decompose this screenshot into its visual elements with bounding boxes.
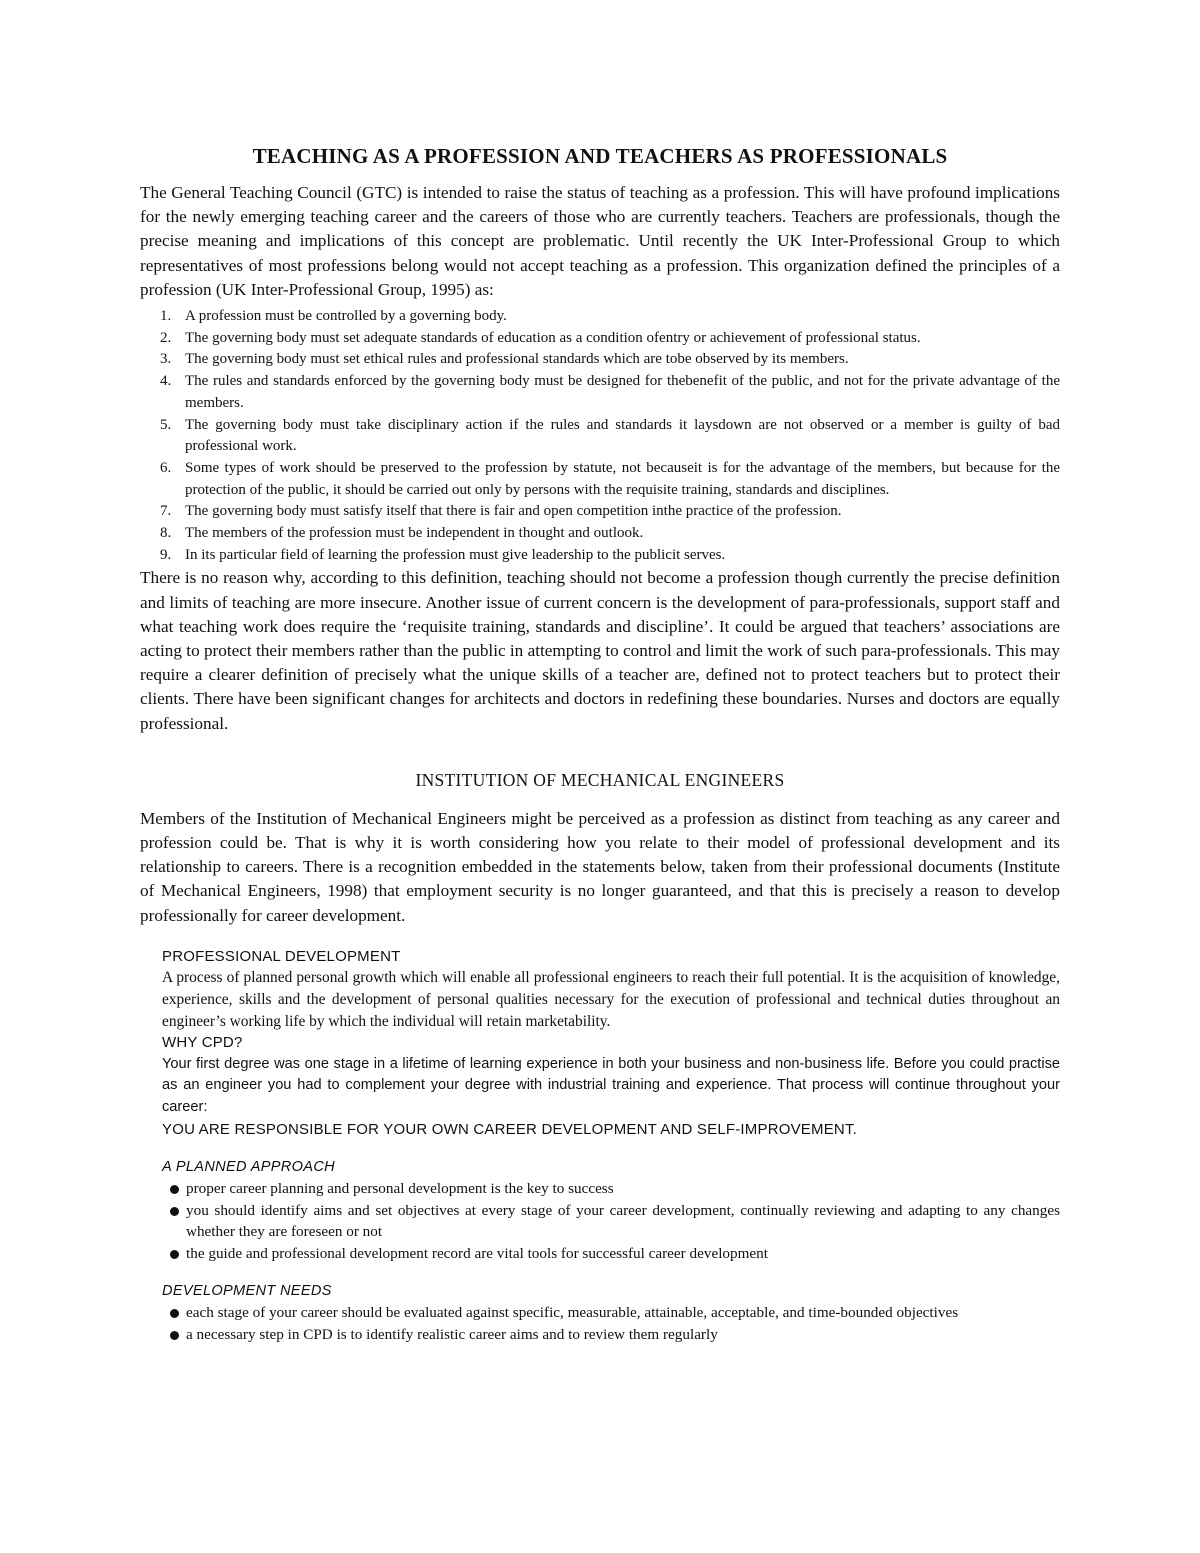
list-item-text: a necessary step in CPD is to identify realistic career aims and to review them regularly xyxy=(186,1325,718,1343)
bullet-icon xyxy=(170,1331,179,1340)
list-item xyxy=(140,501,1060,523)
list-item xyxy=(140,349,1060,371)
planned-approach-list xyxy=(162,1178,1060,1264)
section-heading: INSTITUTION OF MECHANICAL ENGINEERS xyxy=(415,769,785,790)
list-number: 2. xyxy=(160,329,172,346)
list-item-text: A profession must be controlled by a governing body. xyxy=(185,308,507,325)
list-item-text: The governing body must satisfy itself that there is fair and open competition inthe practice of the profession. xyxy=(185,503,842,520)
development-needs-heading: DEVELOPMENT NEEDS xyxy=(162,1282,332,1299)
list-item xyxy=(140,545,1060,567)
bullet-icon xyxy=(170,1207,179,1216)
list-item-text: each stage of your career should be evaluated against specific, measurable, attainable, acceptable, and time-bounded objectives xyxy=(186,1304,959,1322)
why-cpd-text: Your first degree was one stage in a lifetime of learning experience in both your business and non-business life. Before you could practise as an engineer you had to complement your degree with industrial training and experience. That process will continue throughout your career: xyxy=(162,1055,1060,1116)
intro-paragraph: The General Teaching Council (GTC) is intended to raise the status of teaching as a profession. This will have profound implications for the newly emerging teaching career and the careers of those who are currently teachers. Teachers are professionals, though the precise meaning and implications of this concept are problematic. Until recently the UK Inter-Professional Group to which representatives of most professions belong would not accept teaching as a profession. This organization defined the principles of a profession (UK Inter-Professional Group, 1995) as: xyxy=(140,183,1060,299)
list-item-text: The governing body must set adequate standards of education as a condition ofentry or achievement of professional status. xyxy=(185,329,921,346)
list-number: 1. xyxy=(160,308,172,325)
list-item xyxy=(140,415,1060,458)
bullet-icon xyxy=(170,1185,179,1194)
list-item xyxy=(168,1243,1060,1265)
list-number: 5. xyxy=(160,416,172,433)
list-item xyxy=(168,1200,1060,1243)
list-number: 4. xyxy=(160,373,172,390)
list-item-text: The rules and standards enforced by the governing body must be designed for thebenefit of the public, and not for the private advantage of the members. xyxy=(185,373,1060,411)
section-intro-paragraph: Members of the Institution of Mechanical Engineers might be perceived as a profession as distinct from teaching as any career and profession could be. That is why it is worth considering how you relate to their model of professional development and its relationship to careers. There is a recognition embedded in the statements below, taken from their professional documents (Institute of Mechanical Engineers, 1998) that employment security is no longer guaranteed, and that this is precisely a reason to develop professionally for career development. xyxy=(140,808,1060,925)
list-number: 6. xyxy=(160,459,172,476)
list-item-text: you should identify aims and set objectives at every stage of your career development, continually reviewing and adapting to any changes whether they are foreseen or not xyxy=(186,1201,1060,1241)
list-item xyxy=(140,328,1060,350)
list-number: 8. xyxy=(160,525,172,542)
list-item-text: The members of the profession must be independent in thought and outlook. xyxy=(185,525,644,542)
principles-list xyxy=(140,306,1060,566)
list-item xyxy=(140,371,1060,414)
list-item-text: In its particular field of learning the profession must give leadership to the publicit serves. xyxy=(185,546,726,563)
page-title: TEACHING AS A PROFESSION AND TEACHERS AS PROFESSIONALS xyxy=(252,144,948,168)
list-item-text: The governing body must set ethical rules and professional standards which are tobe observed by its members. xyxy=(185,351,849,368)
list-item xyxy=(168,1178,1060,1200)
list-item xyxy=(140,306,1060,328)
list-item-text: the guide and professional development record are vital tools for successful career development xyxy=(186,1245,768,1263)
list-item xyxy=(140,523,1060,545)
list-item-text: proper career planning and personal development is the key to success xyxy=(186,1180,614,1198)
development-needs-list xyxy=(162,1302,1060,1345)
professional-development-heading: PROFESSIONAL DEVELOPMENT xyxy=(162,947,401,965)
planned-approach-heading: A PLANNED APPROACH xyxy=(162,1158,335,1175)
list-item xyxy=(168,1302,1060,1324)
list-item xyxy=(168,1324,1060,1346)
quoted-excerpt xyxy=(162,946,1060,1346)
document-page xyxy=(140,140,1060,1345)
list-number: 9. xyxy=(160,546,172,563)
bullet-icon xyxy=(170,1250,179,1259)
discussion-paragraph: There is no reason why, according to this definition, teaching should not become a profession though currently the precise definition and limits of teaching are more insecure. Another issue of current concern is the development of para-professionals, support staff and what teaching work does require the ‘requisite training, standards and discipline’. It could be argued that teachers’ associations are acting to protect their members rather than the public in attempting to control and limit the work of such para-professionals. This may require a clearer definition of precisely what the unique skills of a teacher are, defined not to protect teachers but to protect their clients. There have been significant changes for architects and doctors in redefining these boundaries. Nurses and doctors are equally professional. xyxy=(140,568,1060,733)
list-item-text: The governing body must take disciplinary action if the rules and standards it laysdown are not observed or a member is guilty of bad professional work. xyxy=(185,416,1060,455)
professional-development-text: A process of planned personal growth which will enable all professional engineers to reach their full potential. It is the acquisition of knowledge, experience, skills and the development of personal qualities necessary for the execution of professional and technical duties throughout an engineer’s working life by which the individual will retain marketability. xyxy=(162,969,1060,1030)
responsibility-statement: YOU ARE RESPONSIBLE FOR YOUR OWN CAREER DEVELOPMENT AND SELF-IMPROVEMENT. xyxy=(162,1120,858,1138)
list-number: 7. xyxy=(160,503,172,520)
why-cpd-heading: WHY CPD? xyxy=(162,1034,243,1052)
list-item xyxy=(140,458,1060,501)
list-item-text: Some types of work should be preserved to the profession by statute, not becauseit is for the advantage of the members, but because for the protection of the public, it should be carried out only by persons with the requisite training, standards and disciplines. xyxy=(185,459,1060,498)
bullet-icon xyxy=(170,1309,179,1318)
list-number: 3. xyxy=(160,351,172,368)
